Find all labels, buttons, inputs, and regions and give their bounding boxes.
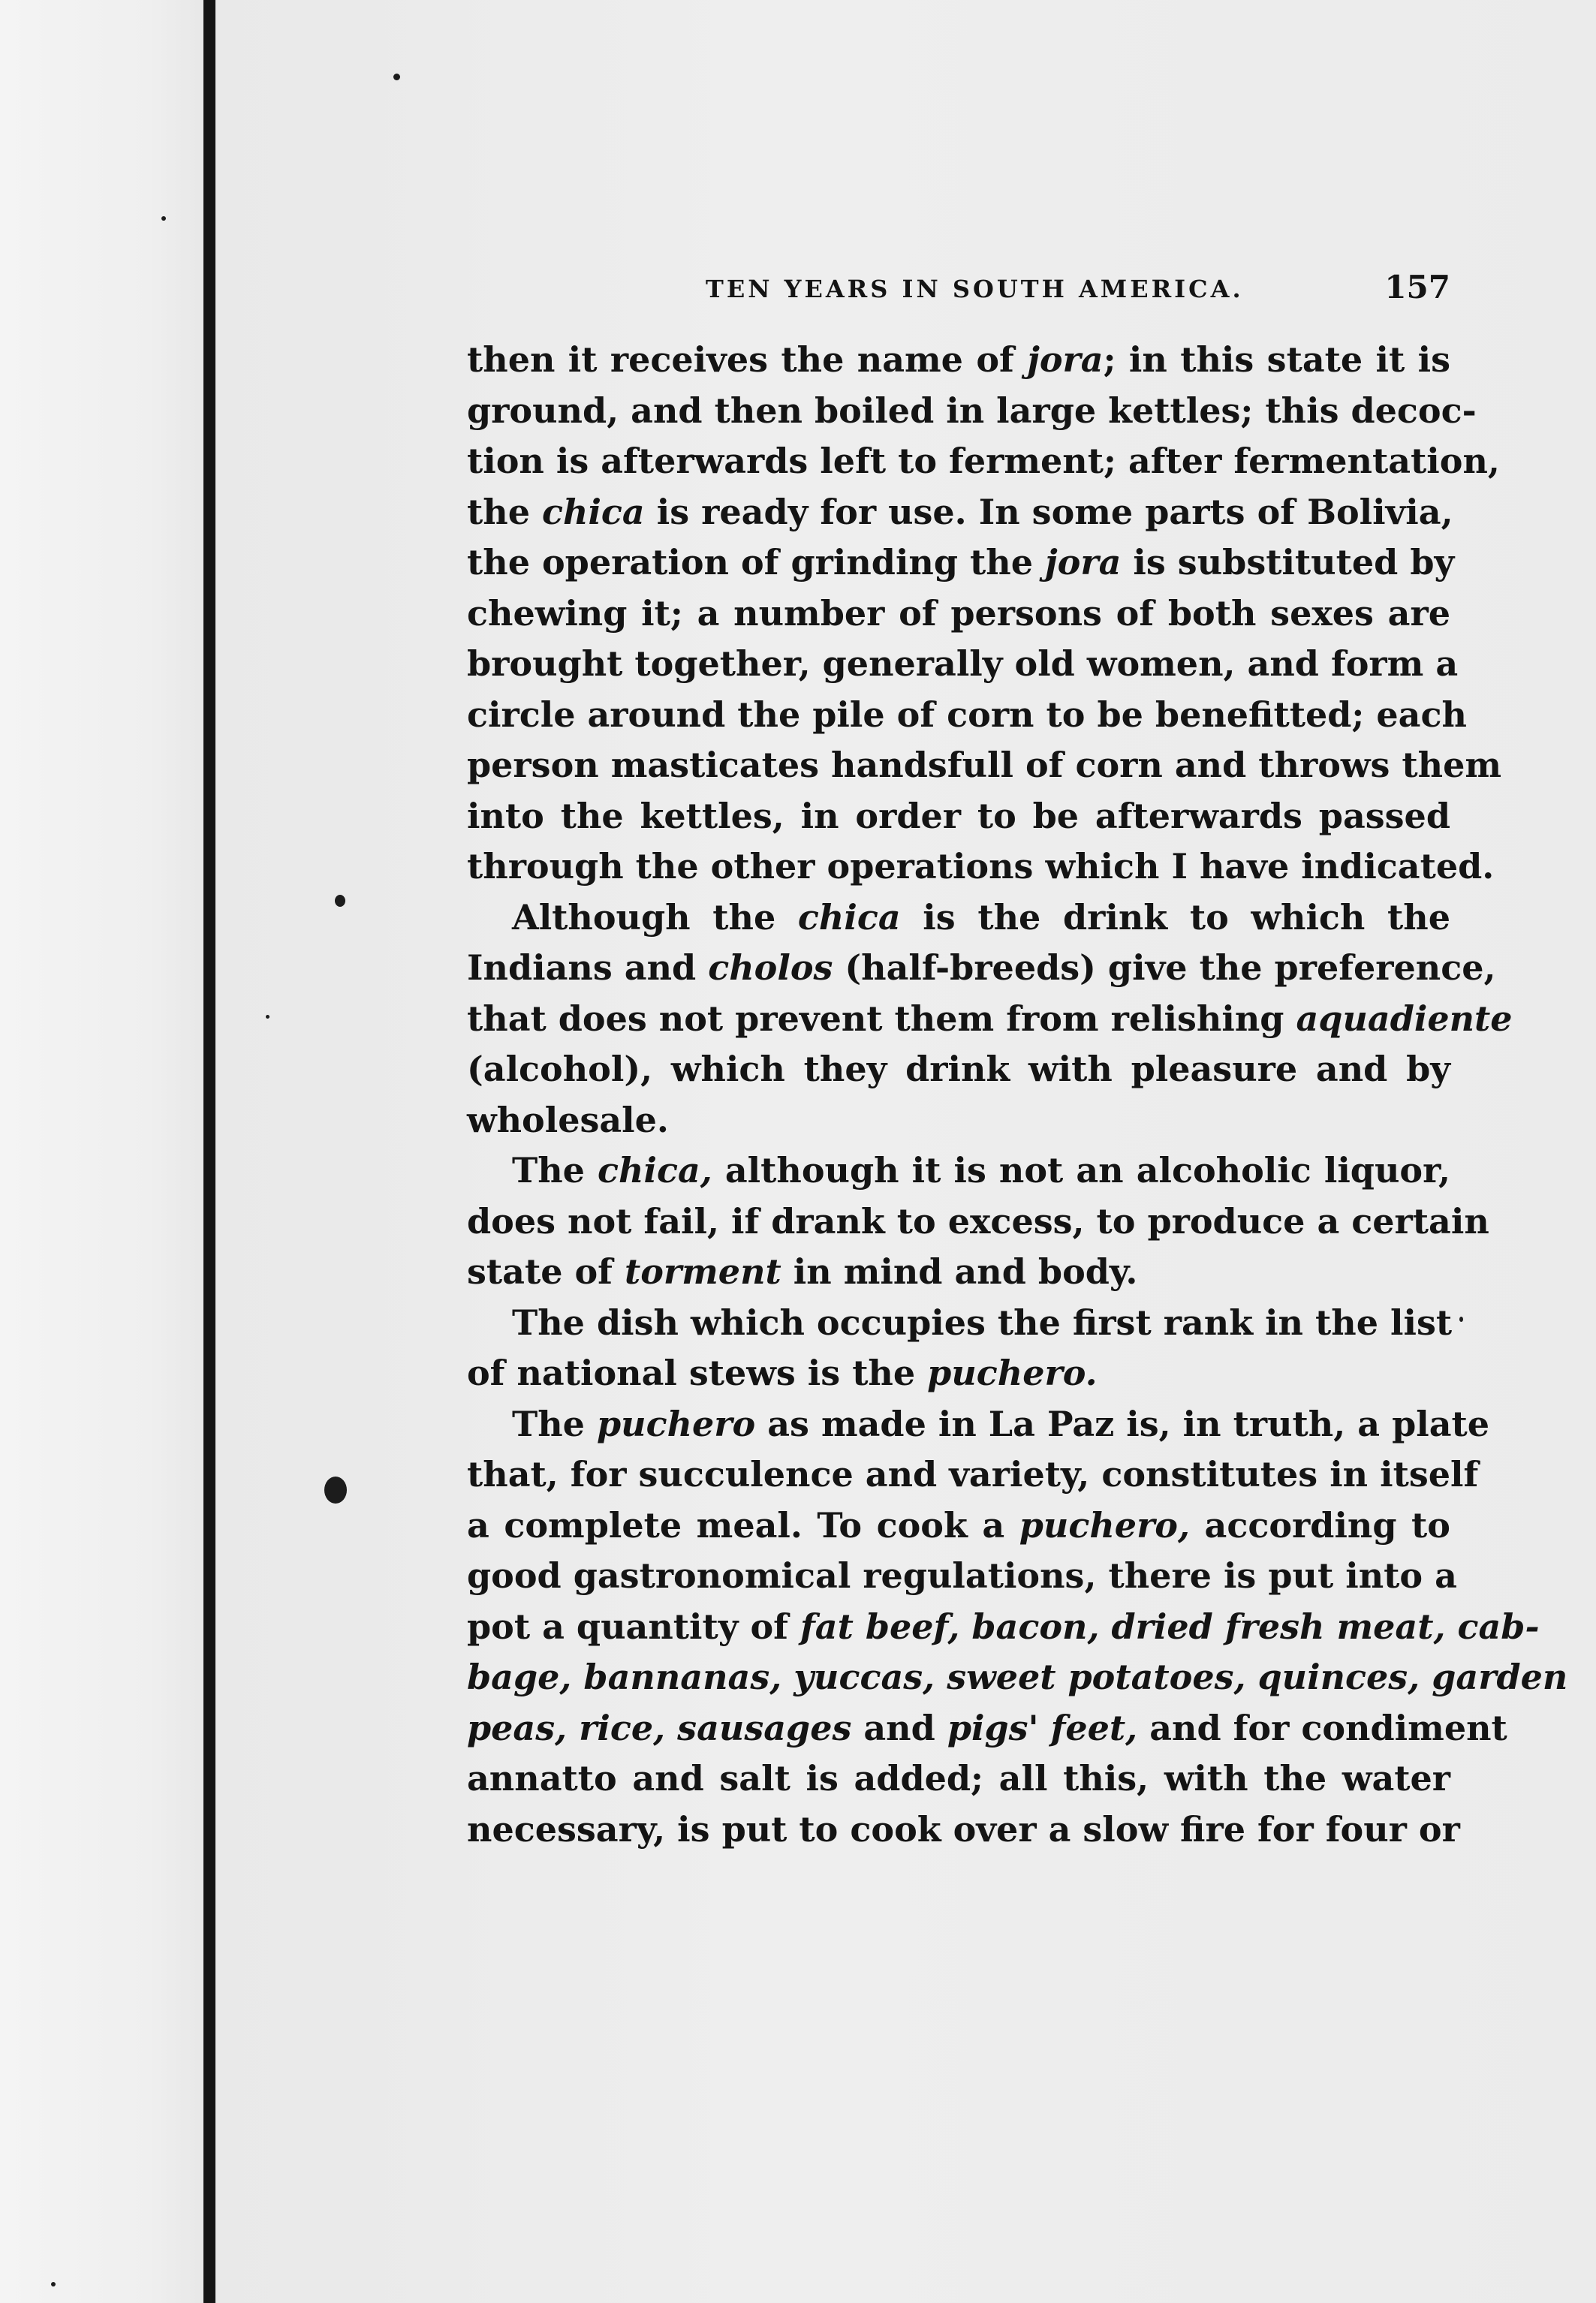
text-run: that does not prevent them from relishing [467,998,1296,1039]
text-run: the operation of grinding the [467,542,1046,583]
text-line [467,1044,1450,1095]
text-line [467,994,1513,1045]
text-line [467,1298,1453,1349]
text-run: that, for succulence and variety, constitutes in itself [467,1454,1479,1495]
text-line [467,893,1450,944]
text-line [467,1754,1450,1805]
text-line [467,335,1450,386]
italic-run: torment [624,1251,781,1292]
text-line [467,1551,1457,1602]
italic-run: puchero. [927,1353,1098,1393]
text-line [467,436,1500,487]
running-head [706,269,1450,312]
italic-run: fat beef, bacon, dried fresh meat, cab- [800,1606,1540,1647]
italic-run: cholos [708,947,833,988]
text-run: (alcohol), which they drink with pleasure and by [467,1049,1450,1089]
text-run: necessary, is put to cook over a slow fire for four or [467,1808,1460,1850]
text-run: person masticates handsfull of corn and throws them [467,745,1502,785]
text-line [467,1348,1450,1399]
italic-run: jora [1027,339,1104,380]
text-line [467,1197,1489,1248]
text-run: of national stews is the [467,1353,928,1393]
text-run: as made in La Paz is, in truth, a plate [755,1403,1490,1444]
italic-run: chica [797,896,901,938]
text-run: into the kettles, in order to be afterwards passed [467,795,1450,836]
text-run: and [851,1707,947,1748]
text-line [467,1399,1490,1450]
text-run: The [512,1150,598,1191]
text-run: according to [1190,1504,1450,1546]
text-line [467,1652,1568,1703]
text-run: annatto and salt is added; all this, with the water [467,1758,1450,1799]
text-run: although it is not an alcoholic liquor, [712,1150,1450,1191]
italic-run: puchero [596,1403,756,1444]
text-run: tion is afterwards left to ferment; after fermentation, [467,441,1500,481]
text-run: a complete meal. To cook a [467,1504,1019,1546]
scan-margin-left [0,0,214,2303]
italic-run: chica, [598,1150,712,1191]
text-run: then it receives the name of [467,339,1028,380]
text-line [467,386,1477,437]
text-run: through the other operations which I have indicated. [467,846,1495,887]
text-run: circle around the pile of corn to be benefitted; each [467,694,1467,735]
text-run: is substituted by [1121,542,1455,583]
text-run: brought together, generally old women, and form a [467,643,1459,684]
binding-shadow [203,0,215,2303]
dust-speck [266,1015,270,1019]
italic-run: jora [1045,542,1122,583]
text-line [467,690,1467,741]
dust-speck [393,74,400,80]
text-run: good gastronomical regulations, there is put into a [467,1555,1457,1596]
text-run: does not fail, if drank to excess, to produce a certain [467,1200,1489,1242]
text-run: the [467,491,542,532]
text-run: is ready for use. In some parts of Bolivia, [644,491,1453,532]
text-line [467,1602,1540,1653]
text-run: (half-breeds) give the preference, [833,947,1496,988]
text-run: wholesale. [467,1099,669,1140]
text-line [467,1095,1450,1146]
text-run: is the drink to which the [900,896,1450,938]
dust-speck [324,1477,347,1504]
italic-run: peas, rice, sausages [467,1707,852,1748]
text-run: state of [467,1251,625,1292]
text-line [467,639,1459,690]
italic-run: bage, bannanas, yuccas, sweet potatoes, quinces, garden [467,1657,1568,1697]
text-line [467,740,1502,791]
text-run: and for condiment [1137,1707,1507,1748]
text-run: The dish which occupies the first rank in the list [512,1302,1453,1343]
text-line [467,943,1496,994]
text-run: ground, and then boiled in large kettles; this decoc- [467,390,1477,431]
text-run: in mind and body. [781,1251,1138,1292]
italic-run: pigs' feet, [947,1707,1138,1748]
text-line [467,1501,1450,1552]
text-line [467,1805,1460,1856]
text-line [467,537,1455,589]
body-text [467,335,1568,1855]
text-line [467,1145,1450,1197]
text-run: ; in this state it is [1103,339,1450,380]
text-run: The [512,1403,597,1444]
text-line [467,841,1495,893]
dust-speck [1459,1317,1463,1322]
running-head-title: TEN YEARS IN SOUTH AMERICA. [706,275,1244,303]
text-run: Although the [512,896,798,938]
text-line [467,487,1453,538]
text-line [467,1450,1479,1501]
text-run: Indians and [467,947,709,988]
page-number: 157 [1384,269,1450,306]
dust-speck [161,216,166,221]
text-line [467,1703,1507,1754]
dust-speck [335,895,345,907]
italic-run: aquadiente [1296,998,1513,1039]
italic-run: chica [541,491,645,532]
text-line [467,791,1450,842]
italic-run: puchero, [1019,1504,1190,1546]
text-line [467,589,1450,640]
text-run: pot a quantity of [467,1606,800,1647]
dust-speck [51,2282,56,2286]
text-line [467,1247,1450,1298]
text-run: chewing it; a number of persons of both sexes are [467,592,1450,634]
